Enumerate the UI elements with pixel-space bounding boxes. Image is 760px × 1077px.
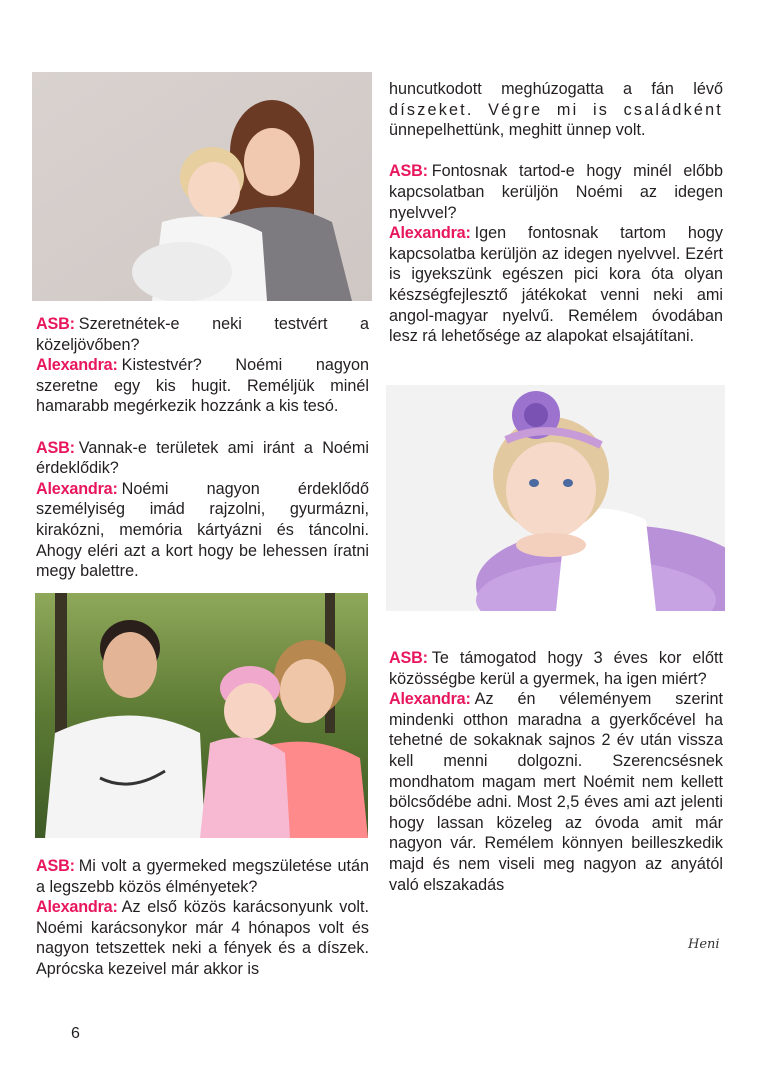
alexandra-label: Alexandra: — [36, 356, 118, 375]
asb-label: ASB: — [389, 162, 428, 181]
left-text-lower — [36, 856, 369, 980]
continuation-text: ünnepelhettünk, meghitt ünnep volt. — [389, 121, 646, 140]
question-experience — [36, 856, 369, 897]
photo-toddler-lilac — [386, 385, 725, 611]
answer-interests — [36, 479, 369, 582]
question-community — [389, 648, 723, 689]
alexandra-label: Alexandra: — [36, 479, 118, 498]
alexandra-label: Alexandra: — [389, 690, 471, 709]
question-text: Szeretnétek-e neki testvért a közeljövőben? — [36, 315, 369, 354]
alexandra-label: Alexandra: — [36, 898, 118, 917]
answer-experience — [36, 897, 369, 979]
asb-label: ASB: — [36, 438, 75, 457]
question-text: Mi volt a gyermeked megszületése után a legszebb közös élményetek? — [36, 857, 369, 896]
right-text-upper — [389, 79, 723, 347]
asb-label: ASB: — [36, 857, 75, 875]
continuation-text: díszeket. Végre mi is családként — [389, 100, 723, 119]
answer-text: Kistestvér? Noémi nagyon szeretne egy kis hugit. Reméljük minél hamarabb megérkezik hozzánk a kis tesó. — [36, 356, 369, 416]
answer-text: Az én véleményem szerint mindenki otthon maradna a gyerkőcével ha tehetné de sokaknak sajnos 2 év után vissza kell menni dolgozni. Szerencsésnek mondhatom magam mert Noémit nem kellett bölcsődébe adni. Most 2,5 éves ami azt jelenti hogy lassan közeleg az óvoda amit már nagyon vár. Remélem könnyen beilleszkedik majd és nem viseli meg nagyon az anyától való elszakadás — [389, 690, 723, 894]
question-siblings — [36, 314, 369, 355]
asb-label: ASB: — [389, 649, 428, 667]
answer-community — [389, 689, 723, 895]
question-text: Te támogatod hogy 3 éves kor előtt közösségbe kerül a gyermek, ha igen miért? — [389, 649, 723, 688]
question-interests — [36, 438, 369, 479]
photo-family-park — [35, 593, 368, 838]
right-text-lower — [389, 648, 723, 895]
answer-siblings — [36, 355, 369, 417]
question-language — [389, 161, 723, 223]
answer-text: Az első közös karácsonyunk volt. Noémi karácsonykor már 4 hónapos volt és nagyon tetszettek neki a fények és a díszek. Aprócska kezeivel már akkor is — [36, 898, 369, 978]
answer-text: Igen fontosnak tartom hogy kapcsolatba kerüljön az idegen nyelvvel. Ezért is igyekszünk egészen pici kora óta olyan készségfejlesztő játékokat venni neki ami angol-magyar nyelvű. Remélem óvodában lesz rá lehetősége az alapokat elsajátítani. — [389, 224, 723, 346]
question-text: Fontosnak tartod-e hogy minél előbb kapcsolatban kerüljön Noémi az idegen nyelvvel? — [389, 162, 723, 222]
page-number: 6 — [71, 1025, 80, 1042]
left-text-upper — [36, 314, 369, 582]
photo-mother-daughter — [32, 72, 372, 301]
answer-language — [389, 223, 723, 347]
asb-label: ASB: — [36, 315, 75, 333]
answer-text: Noémi nagyon érdeklődő személyiség imád rajzolni, gyurmázni, kirakózni, memória kártyázni és táncolni. Ahogy eléri azt a kort hogy be lehessen íratni megy balettre. — [36, 479, 369, 581]
alexandra-label: Alexandra: — [389, 224, 471, 243]
question-text: Vannak-e területek ami iránt a Noémi érdeklődik? — [36, 438, 369, 478]
continuation-text: huncutkodott meghúzogatta a fán lévő — [389, 80, 723, 98]
author-signature: Heni — [688, 937, 720, 952]
